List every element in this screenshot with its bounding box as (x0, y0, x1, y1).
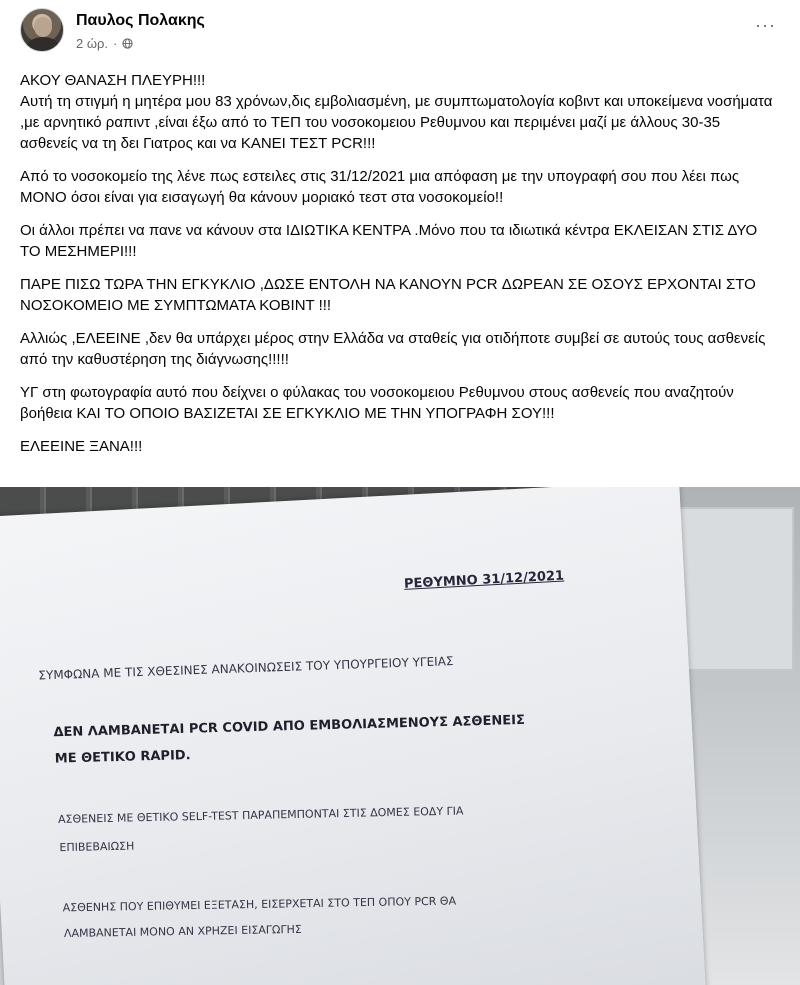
post-paragraph: ΕΛΕΕΙΝΕ ΞΑΝΑ!!! (20, 438, 143, 455)
notice-line-bold: ΜΕ ΘΕΤΙΚΟ RAPID. (54, 748, 191, 767)
post-body (20, 70, 780, 469)
notice-date: ΡΕΘΥΜΝΟ 31/12/2021 (403, 568, 565, 592)
printed-notice (0, 487, 706, 985)
notice-line: ΛΑΜΒΑΝΕΤΑΙ ΜΟΝΟ ΑΝ ΧΡΗΖΕΙ ΕΙΣΑΓΩΓΗΣ (63, 922, 302, 941)
post-paragraph: Αλλιώς ,ΕΛΕΕΙΝΕ ,δεν θα υπάρχει μέρος στην Ελλάδα να σταθείς για οτιδήποτε συμβεί σε αυτούς τους ασθενείς από την καθυστέρηση της διάγνωσης!!!!! (20, 330, 766, 368)
post-paragraph: ΠΑΡΕ ΠΙΣΩ ΤΩΡΑ ΤΗΝ ΕΓΚΥΚΛΙΟ ,ΔΩΣΕ ΕΝΤΟΛΗ ΝΑ ΚΑΝΟΥΝ PCR ΔΩΡΕΑΝ ΣΕ ΟΣΟΥΣ ΕΡΧΟΝΤΑΙ ΣΤΟ ΝΟΣΟΚΟΜΕΙΟ ΜΕ ΣΥΜΠΤΩΜΑΤΑ ΚΟΒΙΝΤ !!! (20, 276, 756, 314)
notice-line: ΣΥΜΦΩΝΑ ΜΕ ΤΙΣ ΧΘΕΣΙΝΕΣ ΑΝΑΚΟΙΝΩΣΕΙΣ ΤΟΥ ΥΠΟΥΡΓΕΙΟΥ ΥΓΕΙΑΣ (38, 654, 454, 683)
author-name[interactable]: Παυλος Πολακης (76, 12, 205, 29)
notice-line: ΑΣΘΕΝΕΙΣ ΜΕ ΘΕΤΙΚΟ SELF-TEST ΠΑΡΑΠΕΜΠΟΝΤΑΙ ΣΤΙΣ ΔΟΜΕΣ ΕΟΔΥ ΓΙΑ (57, 804, 464, 826)
post-paragraph: Από το νοσοκομείο της λένε πως εστειλες στις 31/12/2021 μια απόφαση με την υπογραφή σου που λέει πως ΜΟΝΟ όσοι είναι για εισαγωγή θα κάνουν μοριακό τεστ στα νοσοκομείο!! (20, 168, 740, 206)
meta-separator: · (113, 36, 118, 51)
post-meta (76, 36, 133, 51)
notice-line-bold: ΔΕΝ ΛΑΜΒΑΝΕΤΑΙ PCR COVID ΑΠΟ ΕΜΒΟΛΙΑΣΜΕΝΟΥΣ ΑΣΘΕΝΕΙΣ (53, 712, 526, 741)
post-paragraph: ΥΓ στη φωτογραφία αυτό που δείχνει ο φύλακας του νοσοκομειου Ρεθυμνου στους ασθενείς που αναζητούν βοήθεια ΚΑΙ ΤΟ ΟΠΟΙΟ ΒΑΣΙΖΕΤΑΙ ΣΕ ΕΓΚΥΚΛΙΟ ΜΕ ΤΗΝ ΥΠΟΓΡΑΦΗ ΣΟΥ!!! (20, 384, 734, 422)
notice-line: ΕΠΙΒΕΒΑΙΩΣΗ (59, 839, 135, 855)
post-photo[interactable] (0, 487, 800, 985)
post-time[interactable]: 2 ώρ. (76, 36, 108, 51)
post-paragraph: ΑΚΟΥ ΘΑΝΑΣΗ ΠΛΕΥΡΗ!!! Αυτή τη στιγμή η μητέρα μου 83 χρόνων,δις εμβολιασμένη, με συμπτωματολογία κοβιντ και υποκείμενα νοσήματα ,με αρνητικό ραπιντ ,είναι έξω από το ΤΕΠ του νοσοκομειου Ρεθυμνου και περιμένει μαζί με άλλους 30-35 ασθενείς να τη δει Γιατρος και να ΚΑΝΕΙ ΤΕΣΤ PCR!!! (20, 72, 773, 152)
more-options-icon[interactable]: ··· (755, 15, 776, 35)
avatar-body (27, 37, 59, 52)
avatar-face (34, 17, 52, 37)
avatar[interactable] (20, 8, 64, 52)
globe-icon[interactable] (122, 38, 133, 49)
post-paragraph: Οι άλλοι πρέπει να πανε να κάνουν στα ΙΔΙΩΤΙΚΑ ΚΕΝΤΡΑ .Μόνο που τα ιδιωτικά κέντρα ΕΚΛΕΙΣΑΝ ΣΤΙΣ ΔΥΟ ΤΟ ΜΕΣΗΜΕΡΙ!!! (20, 222, 758, 260)
post-header (0, 0, 800, 62)
notice-line: ΑΣΘΕΝΗΣ ΠΟΥ ΕΠΙΘΥΜΕΙ ΕΞΕΤΑΣΗ, ΕΙΣΕΡΧΕΤΑΙ ΣΤΟ ΤΕΠ ΟΠΟΥ PCR ΘΑ (62, 894, 457, 915)
